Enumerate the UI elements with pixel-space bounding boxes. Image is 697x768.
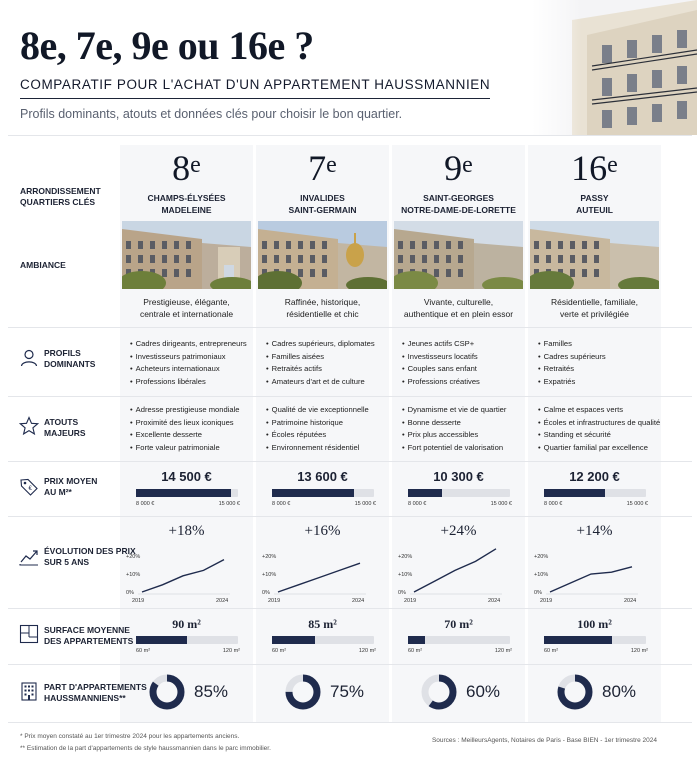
row-divider (8, 461, 692, 462)
surface-bar-9e-max-label: 120 m² (494, 648, 512, 654)
profils-list-8e (130, 338, 260, 389)
evolution-line (414, 549, 496, 592)
row-label-evolution: ÉVOLUTION DES PRIX SUR 5 ANS (44, 546, 136, 567)
row-divider (8, 516, 692, 517)
ambiance-8e: Prestigieuse, élégante, centrale et internationale (139, 297, 234, 319)
photo-window (546, 255, 551, 263)
y-tick-label: +20% (398, 554, 413, 560)
atout-item: • Environnement résidentiel (266, 442, 396, 455)
photo-window (286, 255, 291, 263)
page-title: 8e, 7e, 9e ou 16e ? (20, 23, 314, 68)
surface-16e: 100 m² (577, 617, 612, 631)
profil-item: • Investisseurs patrimoniaux (130, 351, 260, 364)
photo-window (534, 241, 539, 249)
photo-window (310, 241, 315, 249)
price-9e: 10 300 € (433, 469, 484, 484)
quartiers-16e: PASSY AUTEUIL (576, 193, 613, 215)
photo-window (434, 255, 439, 263)
photo-window (422, 241, 427, 249)
profil-item: • Acheteurs internationaux (130, 363, 260, 376)
price-bar-7e-fill (272, 489, 354, 497)
atout-item: • Bonne desserte (402, 417, 532, 430)
price-bar-8e-min-label: 8 000 € (136, 501, 155, 507)
price-bar-16e-track (544, 489, 646, 497)
photo-window (434, 241, 439, 249)
evolution-chart-7e (262, 545, 372, 605)
price-bar-16e-min-label: 8 000 € (544, 501, 563, 507)
y-tick-label: +20% (126, 554, 141, 560)
evolution-line (278, 563, 360, 592)
price-bar-7e-max-label: 15 000 € (354, 501, 376, 507)
profil-item: • Familles aisées (266, 351, 396, 364)
row-divider (8, 396, 692, 397)
surface-9e: 70 m² (444, 617, 473, 631)
photo-window (126, 241, 131, 249)
photo-window (410, 255, 415, 263)
profils-list-16e (538, 338, 668, 389)
photo-window (458, 269, 463, 277)
neighborhood-photo-9e (394, 221, 523, 289)
price-bar-7e-track (272, 489, 374, 497)
row-label-prix: PRIX MOYEN AU M²* (44, 476, 98, 497)
photo-window (286, 241, 291, 249)
photo-window (138, 241, 143, 249)
part-percent-7e: 75% (330, 682, 365, 701)
neighborhood-photo-16e (530, 221, 659, 289)
photo-window (594, 241, 599, 249)
row-divider (8, 722, 692, 723)
ambiance-16e: Résidentielle, familiale, verte et privilégiée (551, 297, 638, 319)
floor-plan-icon (19, 624, 39, 644)
photo-window (310, 255, 315, 263)
row-label-part: PART D'APPARTEMENTS HAUSSMANNIENS** (44, 682, 147, 703)
part-percent-8e: 85% (194, 682, 229, 701)
footnote-haussmann: ** Estimation de la part d'appartements de style haussmannien dans le parc immobilier. (20, 745, 271, 752)
user-icon (19, 348, 39, 368)
atout-item: • Qualité de vie exceptionnelle (266, 404, 396, 417)
page-tagline: Profils dominants, atouts et données clés pour choisir le bon quartier. (20, 107, 403, 121)
photo-window (446, 241, 451, 249)
photo-window (446, 255, 451, 263)
sources-note: Sources : MeilleursAgents, Notaires de Paris - Base BIEN - 1er trimestre 2024 (431, 737, 657, 744)
arrondissement-number-7e (256, 147, 389, 189)
photo-window (446, 269, 451, 277)
photo-window (458, 241, 463, 249)
arrondissement-suffix: e (326, 152, 337, 178)
photo-window (298, 269, 303, 277)
photo-window (186, 241, 191, 249)
price-bar-9e-track (408, 489, 510, 497)
surface-bar-8e-min-label: 60 m² (136, 648, 151, 654)
price-7e: 13 600 € (297, 469, 348, 484)
evolution-8e: +18% (168, 523, 205, 539)
photo-window (174, 241, 179, 249)
y-tick-label: +10% (534, 572, 549, 578)
surface-bar-7e-max-label: 120 m² (358, 648, 376, 654)
row-label-profils: PROFILS DOMINANTS (44, 348, 96, 369)
trend-line-icon (19, 546, 39, 566)
price-tag-icon (19, 477, 39, 497)
atout-item: • Fort potentiel de valorisation (402, 442, 532, 455)
photo-window (570, 241, 575, 249)
page-subtitle: COMPARATIF POUR L'ACHAT D'UN APPARTEMENT HAUSSMANNIEN (20, 77, 491, 92)
photo-window (262, 241, 267, 249)
photo-window (262, 255, 267, 263)
photo-window (174, 255, 179, 263)
price-bar-9e-fill (408, 489, 442, 497)
photo-dome (346, 243, 364, 267)
star-icon (19, 416, 39, 436)
y-tick-label: +20% (262, 554, 277, 560)
arrondissement-digits: 7 (308, 148, 327, 188)
photo-window (138, 255, 143, 263)
part-percent-9e: 60% (466, 682, 501, 701)
atouts-list-9e (402, 404, 532, 455)
evolution-chart-8e (126, 545, 236, 605)
x-start-label: 2019 (540, 598, 553, 604)
row-label-ambiance: AMBIANCE (20, 260, 66, 270)
photo-window (322, 241, 327, 249)
evolution-16e: +14% (576, 523, 613, 539)
x-end-label: 2024 (624, 598, 637, 604)
arrondissement-suffix: e (607, 152, 618, 178)
arrondissement-number-9e (392, 147, 525, 189)
atouts-list-8e (130, 404, 260, 455)
atouts-list-7e (266, 404, 396, 455)
profil-item: • Couples sans enfant (402, 363, 532, 376)
atout-item: • Dynamisme et vie de quartier (402, 404, 532, 417)
arrondissement-number-8e (120, 147, 253, 189)
evolution-9e: +24% (440, 523, 477, 539)
price-bar-16e-max-label: 15 000 € (626, 501, 648, 507)
photo-window (162, 255, 167, 263)
atout-item: • Adresse prestigieuse mondiale (130, 404, 260, 417)
photo-window (582, 269, 587, 277)
atout-item: • Quartier familial par excellence (538, 442, 668, 455)
part-donut-16e (556, 673, 594, 711)
atout-item: • Excellente desserte (130, 429, 260, 442)
x-start-label: 2019 (268, 598, 281, 604)
part-donut-9e (420, 673, 458, 711)
photo-window (298, 255, 303, 263)
surface-bar-16e-min-label: 60 m² (544, 648, 559, 654)
profil-item: • Retraités actifs (266, 363, 396, 376)
profil-item: • Jeunes actifs CSP+ (402, 338, 532, 351)
neighborhood-photo-8e (122, 221, 251, 289)
atout-item: • Écoles et infrastructures de qualité (538, 417, 668, 430)
atouts-list-16e (538, 404, 668, 455)
photo-window (150, 255, 155, 263)
x-start-label: 2019 (132, 598, 145, 604)
x-end-label: 2024 (352, 598, 365, 604)
y-tick-label: 0% (126, 590, 134, 596)
evolution-line (142, 560, 224, 592)
photo-window (422, 255, 427, 263)
surface-bar-7e-track (272, 636, 374, 644)
photo-window (582, 255, 587, 263)
photo-window (298, 241, 303, 249)
photo-window (410, 241, 415, 249)
photo-window (546, 241, 551, 249)
profils-list-9e (402, 338, 532, 389)
neighborhood-photo-7e (258, 221, 387, 289)
profil-item: • Cadres supérieurs, diplomates (266, 338, 396, 351)
price-bar-8e-max-label: 15 000 € (218, 501, 240, 507)
arrondissement-digits: 9 (444, 148, 463, 188)
building-icon (19, 681, 39, 701)
profil-item: • Cadres supérieurs (538, 351, 668, 364)
evolution-chart-16e (534, 545, 644, 605)
ambiance-7e: Raffinée, historique, résidentielle et chic (284, 297, 361, 319)
price-bar-16e-fill (544, 489, 605, 497)
x-end-label: 2024 (488, 598, 501, 604)
y-tick-label: +10% (398, 572, 413, 578)
photo-window (162, 241, 167, 249)
surface-bar-9e-min-label: 60 m² (408, 648, 423, 654)
evolution-7e: +16% (304, 523, 341, 539)
surface-bar-16e-track (544, 636, 646, 644)
y-tick-label: 0% (262, 590, 270, 596)
photo-window (126, 255, 131, 263)
footnote-price: * Prix moyen constaté au 1er trimestre 2024 pour les appartements anciens. (20, 733, 240, 740)
photo-window (174, 269, 179, 277)
evolution-chart-9e (398, 545, 508, 605)
surface-7e: 85 m² (308, 617, 337, 631)
y-tick-label: +10% (262, 572, 277, 578)
row-divider (8, 608, 692, 609)
price-bar-7e-min-label: 8 000 € (272, 501, 291, 507)
surface-bar-8e-fill (136, 636, 187, 644)
profil-item: • Amateurs d'art et de culture (266, 376, 396, 389)
photo-window (570, 269, 575, 277)
haussmann-building-illustration (532, 0, 697, 135)
photo-window (594, 255, 599, 263)
atout-item: • Standing et sécurité (538, 429, 668, 442)
price-bar-9e-min-label: 8 000 € (408, 501, 427, 507)
quartiers-8e: CHAMPS-ÉLYSÉES MADELEINE (147, 193, 226, 215)
photo-window (558, 241, 563, 249)
photo-window (322, 269, 327, 277)
arrondissement-digits: 16 (571, 148, 608, 188)
profil-item: • Investisseurs locatifs (402, 351, 532, 364)
y-tick-label: 0% (398, 590, 406, 596)
photo-window (398, 241, 403, 249)
profils-list-7e (266, 338, 396, 389)
atout-item: • Calme et espaces verts (538, 404, 668, 417)
photo-window (274, 255, 279, 263)
row-label-arrondissement: ARRONDISSEMENT QUARTIERS CLÉS (20, 186, 101, 207)
profil-item: • Professions créatives (402, 376, 532, 389)
photo-window (534, 255, 539, 263)
photo-spire (354, 233, 356, 245)
atout-item: • Forte valeur patrimoniale (130, 442, 260, 455)
atout-item: • Écoles réputées (266, 429, 396, 442)
surface-bar-16e-max-label: 120 m² (630, 648, 648, 654)
title-divider (20, 98, 490, 99)
surface-8e: 90 m² (172, 617, 201, 631)
svg-text:€: € (28, 486, 32, 492)
y-tick-label: +10% (126, 572, 141, 578)
photo-window (398, 255, 403, 263)
x-start-label: 2019 (404, 598, 417, 604)
row-divider (8, 327, 692, 328)
row-label-surface: SURFACE MOYENNE DES APPARTEMENTS (44, 625, 134, 646)
part-donut-7e (284, 673, 322, 711)
price-8e: 14 500 € (161, 469, 212, 484)
photo-window (458, 255, 463, 263)
photo-window (274, 241, 279, 249)
surface-bar-8e-track (136, 636, 238, 644)
profil-item: • Professions libérales (130, 376, 260, 389)
price-16e: 12 200 € (569, 469, 620, 484)
atout-item: • Prix plus accessibles (402, 429, 532, 442)
photo-window (310, 269, 315, 277)
photo-window (186, 255, 191, 263)
photo-window (150, 241, 155, 249)
price-bar-9e-max-label: 15 000 € (490, 501, 512, 507)
price-bar-8e-track (136, 489, 238, 497)
arrondissement-number-16e (528, 147, 661, 189)
evolution-line (550, 567, 632, 592)
photo-window (570, 255, 575, 263)
quartiers-9e: SAINT-GEORGES NOTRE-DAME-DE-LORETTE (401, 193, 516, 215)
arrondissement-suffix: e (190, 152, 201, 178)
part-percent-16e: 80% (602, 682, 637, 701)
surface-bar-8e-max-label: 120 m² (222, 648, 240, 654)
atout-item: • Patrimoine historique (266, 417, 396, 430)
photo-window (434, 269, 439, 277)
surface-bar-7e-fill (272, 636, 315, 644)
surface-bar-16e-fill (544, 636, 612, 644)
photo-window (594, 269, 599, 277)
quartiers-7e: INVALIDES SAINT-GERMAIN (288, 193, 357, 215)
profil-item: • Familles (538, 338, 668, 351)
photo-window (558, 255, 563, 263)
profil-item: • Retraités (538, 363, 668, 376)
y-tick-label: 0% (534, 590, 542, 596)
photo-window (186, 269, 191, 277)
photo-window (582, 241, 587, 249)
y-tick-label: +20% (534, 554, 549, 560)
surface-bar-9e-fill (408, 636, 425, 644)
profil-item: • Expatriés (538, 376, 668, 389)
photo-window (162, 269, 167, 277)
part-donut-8e (148, 673, 186, 711)
profil-item: • Cadres dirigeants, entrepreneurs (130, 338, 260, 351)
arrondissement-suffix: e (462, 152, 473, 178)
price-bar-8e-fill (136, 489, 231, 497)
arrondissement-digits: 8 (172, 148, 191, 188)
ambiance-9e: Vivante, culturelle, authentique et en plein essor (403, 297, 514, 319)
row-label-atouts: ATOUTS MAJEURS (44, 417, 86, 438)
row-divider (8, 135, 692, 136)
surface-bar-9e-track (408, 636, 510, 644)
row-divider (8, 664, 692, 665)
x-end-label: 2024 (216, 598, 229, 604)
surface-bar-7e-min-label: 60 m² (272, 648, 287, 654)
photo-window (322, 255, 327, 263)
atout-item: • Proximité des lieux iconiques (130, 417, 260, 430)
